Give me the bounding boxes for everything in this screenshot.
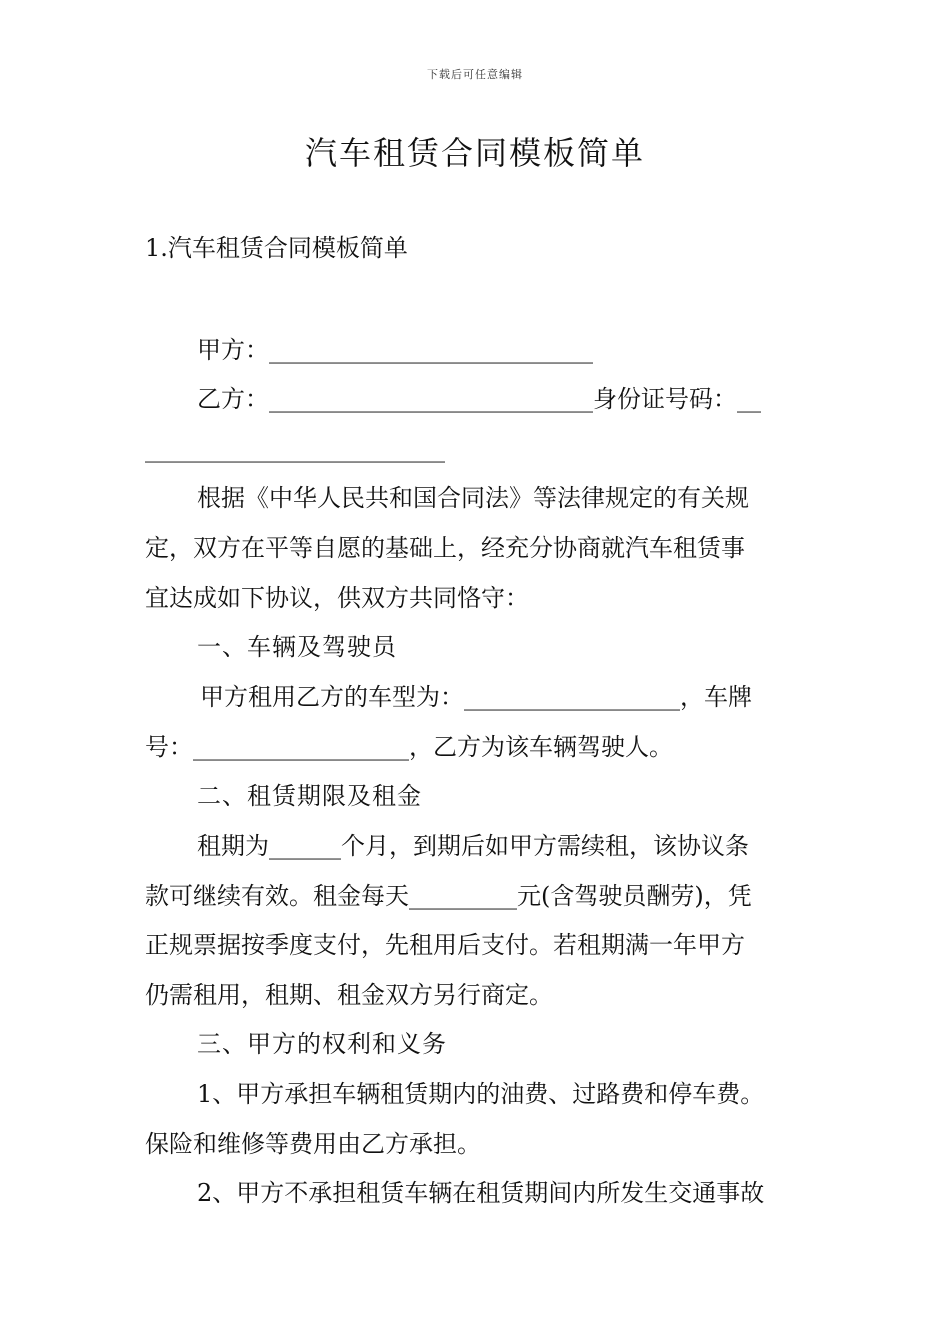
paragraph-line: 2、甲方不承担租赁车辆在租赁期间内所发生交通事故 (197, 1179, 765, 1207)
party-a-line: 甲方：___________________________ (197, 336, 593, 364)
paragraph-line: 号：__________________，乙方为该车辆驾驶人。 (145, 733, 673, 761)
paragraph-line: 宜达成如下协议，供双方共同恪守： (145, 584, 529, 612)
section-heading: 1.汽车租赁合同模板简单 (145, 234, 408, 262)
paragraph-line: 款可继续有效。租金每天_________元(含驾驶员酬劳)，凭 (145, 882, 752, 910)
paragraph-line: 定，双方在平等自愿的基础上，经充分协商就汽车租赁事 (145, 534, 745, 562)
party-b-line: 乙方：___________________________身份证号码：__ (197, 385, 761, 413)
document-title: 汽车租赁合同模板简单 (304, 134, 645, 172)
paragraph-line: 1、甲方承担车辆租赁期内的油费、过路费和停车费。 (197, 1080, 765, 1108)
paragraph-line: 保险和维修等费用由乙方承担。 (145, 1130, 481, 1158)
paragraph-line: 正规票据按季度支付，先租用后支付。若租期满一年甲方 (145, 931, 745, 959)
paragraph-line: 根据《中华人民共和国合同法》等法律规定的有关规 (197, 484, 749, 512)
party-b-id-continuation: _________________________ (145, 435, 445, 463)
clause-heading: 二、租赁期限及租金 (197, 782, 422, 810)
paragraph-line: 租期为______个月，到期后如甲方需续租，该协议条 (197, 832, 749, 860)
header-note: 下载后可任意编辑 (427, 68, 523, 81)
clause-heading: 一、车辆及驾驶员 (197, 633, 397, 661)
paragraph-line: 甲方租用乙方的车型为：__________________，车牌 (200, 683, 752, 711)
paragraph-line: 仍需租用，租期、租金双方另行商定。 (145, 981, 553, 1009)
clause-heading: 三、甲方的权利和义务 (197, 1030, 447, 1058)
